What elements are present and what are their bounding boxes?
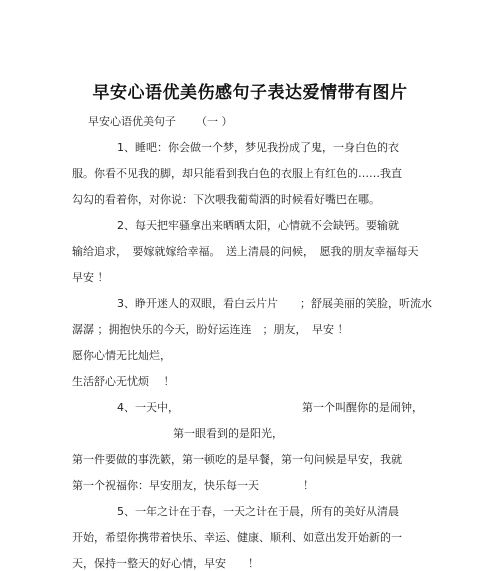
paragraph-line: 3、睁开迷人的双眼，看白云片片 ；舒展美丽的笑脸，听流水 (117, 297, 432, 310)
paragraph-line: 第一个叫醒你的是闹钟， (302, 401, 423, 414)
document-title: 早安心语优美伤感句子表达爱情带有图片 (92, 83, 408, 103)
paragraph-line: 输给追求， 要嫁就嫁给幸福。 送上清晨的问候， 愿我的朋友幸福每天 (72, 245, 419, 258)
paragraph-line: 4、一天中， (117, 401, 179, 414)
paragraph-line: 开始，希望你携带着快乐、幸运、健康、顺利、如意出发开始新的一 (72, 531, 402, 544)
paragraph-line: 天，保持一整天的好心情，早安 ！ (72, 557, 259, 570)
paragraph-line: 勾勾的看着你，对你说：下次喂我葡萄酒的时候看好嘴巴在哪。 (72, 193, 380, 206)
paragraph-line: 早安 ！ (72, 271, 109, 284)
paragraph-line: 第一眼看到的是阳光， (173, 427, 283, 440)
paragraph-line: 1、睡吧：你会做一个梦，梦见我扮成了鬼，一身白色的衣 (117, 141, 399, 154)
paragraph-line: 第一件要做的事洗簌，第一顿吃的是早餐，第一句问候是早安，我就 (72, 453, 402, 466)
paragraph-line: 5、一年之计在于春，一天之计在于晨，所有的美好从清晨 (117, 505, 399, 518)
paragraph-line: 生活舒心无忧烦 ！ (72, 375, 175, 388)
paragraph-line: 愿你心情无比灿烂， (72, 349, 171, 362)
paragraph-line: 服。你看不见我的脚，却只能看到我白色的衣服上有红色的……我直 (72, 167, 402, 180)
subtitle: 早安心语优美句子 （一 ） (88, 115, 233, 128)
paragraph-line: 第一个祝福你：早安朋友，快乐每一天 ！ (72, 479, 314, 492)
paragraph-line: 2、每天把牢骚拿出来晒晒太阳，心情就不会缺钙。要输就 (117, 219, 399, 232)
paragraph-line: 潺潺 ；拥抱快乐的今天，盼好运连连 ；朋友， 早安 ！ (72, 323, 349, 336)
